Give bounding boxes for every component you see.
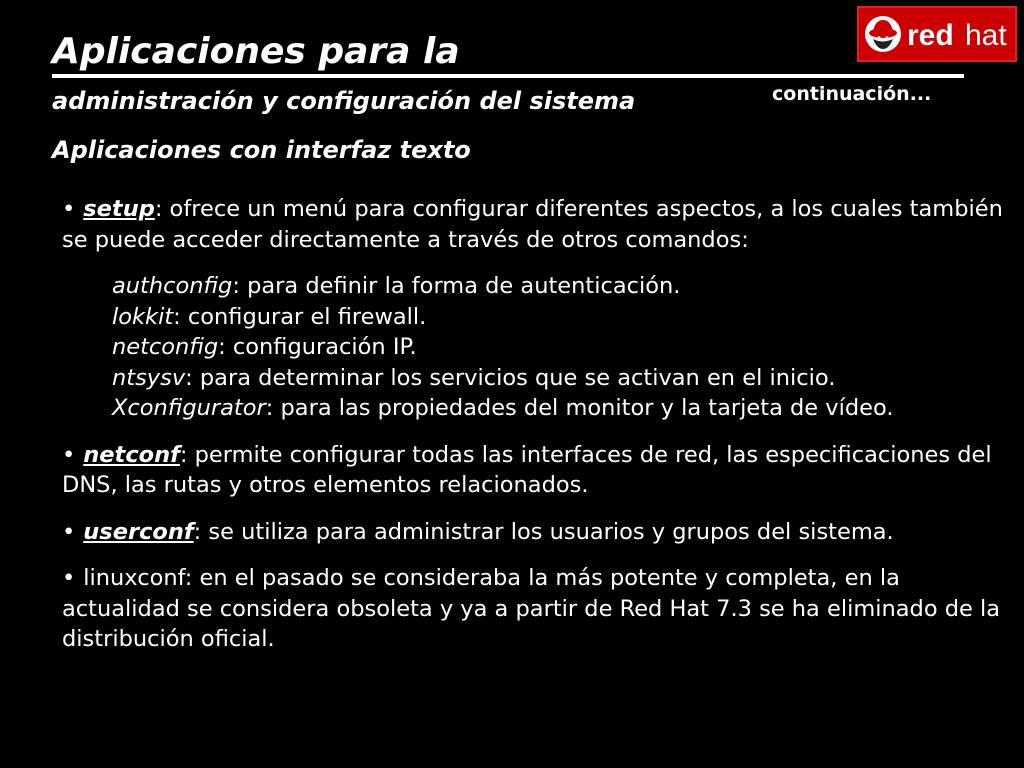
sub-item-ntsysv	[112, 363, 1012, 394]
term-setup: setup	[83, 196, 155, 222]
shadowman-icon	[865, 16, 901, 52]
term-ntsysv: ntsysv	[112, 364, 186, 391]
setup-command-list	[112, 271, 1012, 424]
description-ntsysv: : para determinar los servicios que se activan en el inicio.	[185, 364, 836, 391]
description-authconfig: : para definir la forma de autenticación.	[232, 273, 681, 299]
description-userconf: : se utiliza para administrar los usuarios y grupos del sistema.	[193, 518, 894, 545]
term-userconf: userconf	[83, 518, 194, 545]
description-setup: : ofrece un menú para configurar diferentes aspectos, a los cuales también se puede acceder directamente a través de otros comandos:	[62, 196, 1003, 253]
sub-item-authconfig	[112, 271, 1012, 302]
sub-item-xconfigurator	[112, 393, 1012, 424]
logo-text-red: red	[907, 19, 954, 52]
term-authconfig: authconfig	[112, 273, 233, 299]
list-item-linuxconf	[62, 563, 1012, 655]
bullet-icon: •	[62, 518, 76, 545]
term-netconf: netconf	[83, 441, 180, 468]
sub-item-netconfig	[112, 332, 1012, 363]
description-lokkit: : configurar el firewall.	[173, 303, 427, 330]
title-divider	[52, 74, 964, 78]
term-lokkit: lokkit	[112, 303, 174, 330]
logo-text-hat: hat	[965, 19, 1007, 52]
term-netconfig: netconfig	[112, 334, 219, 360]
list-item-netconf	[62, 440, 1012, 501]
slide-content	[62, 194, 1012, 671]
section-title: Aplicaciones con interfaz texto	[52, 136, 471, 164]
description-linuxconf: linuxconf: en el pasado se consideraba la más potente y completa, en la actualidad se considera obsoleta y ya a partir de Red Hat 7.3 se ha eliminado de la distribución oficial.	[62, 565, 1001, 652]
description-netconf: : permite configurar todas las interfaces de red, las especificaciones del DNS, las rutas y otros elementos relacionados.	[62, 441, 992, 498]
bullet-icon: •	[62, 565, 76, 591]
term-xconfigurator: Xconfigurator	[112, 395, 266, 421]
sub-item-lokkit	[112, 302, 1012, 333]
description-xconfigurator: : para las propiedades del monitor y la tarjeta de vídeo.	[265, 395, 894, 421]
bullet-icon: •	[62, 441, 76, 468]
continued-label: continuación...	[772, 83, 932, 105]
slide-title: Aplicaciones para la	[52, 31, 460, 72]
slide-subtitle: administración y configuración del sistema	[52, 87, 636, 115]
list-item-setup	[62, 194, 1012, 255]
bullet-icon: •	[62, 196, 76, 222]
description-netconfig: : configuración IP.	[218, 334, 417, 360]
redhat-logo	[857, 6, 1017, 62]
list-item-userconf	[62, 517, 1012, 548]
